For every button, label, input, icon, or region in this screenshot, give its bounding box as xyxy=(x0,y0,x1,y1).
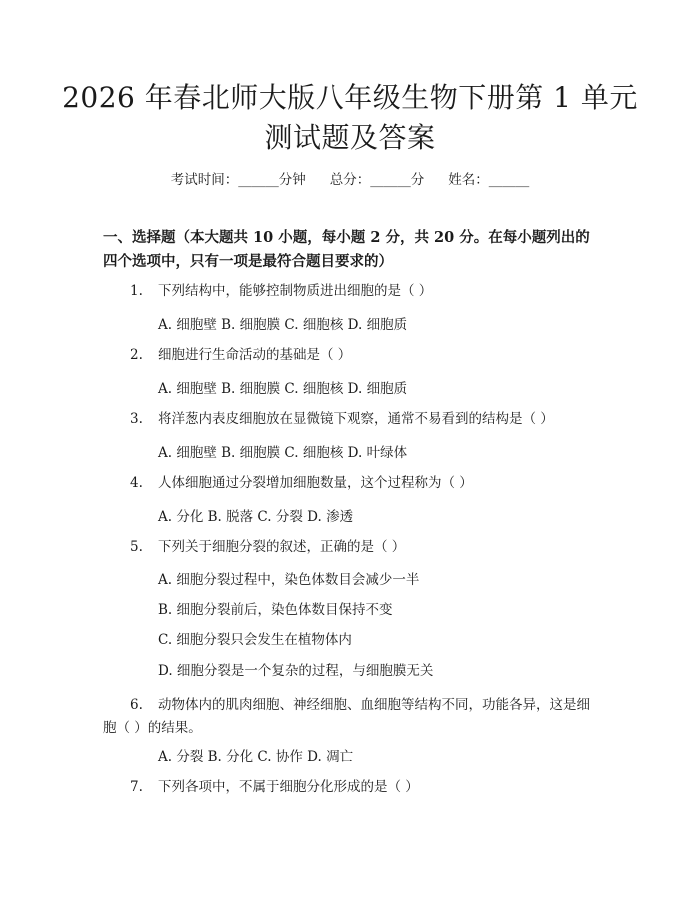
question-6-options: A. 分裂 B. 分化 C. 协作 D. 凋亡 xyxy=(158,749,354,765)
question-4 xyxy=(130,472,473,494)
section-heading: 一、选择题（本大题共 10 小题，每小题 2 分，共 20 分。在每小题列出的四个选项中，只有一项是最符合题目要求的） xyxy=(103,229,590,270)
question-5-option-b: B. 细胞分裂前后，染色体数目保持不变 xyxy=(158,602,393,618)
question-number: 2. xyxy=(130,347,143,363)
question-5-option-d: D. 细胞分裂是一个复杂的过程，与细胞膜无关 xyxy=(158,663,434,679)
question-text: 将洋葱内表皮细胞放在显微镜下观察，通常不易看到的结构是（ ） xyxy=(158,411,554,427)
question-1-options: A. 细胞壁 B. 细胞膜 C. 细胞核 D. 细胞质 xyxy=(158,317,408,333)
question-1 xyxy=(130,280,432,302)
question-6 xyxy=(130,694,590,716)
question-5-option-a: A. 细胞分裂过程中，染色体数目会减少一半 xyxy=(158,572,420,588)
student-name: 姓名：______ xyxy=(448,172,530,188)
document-title-line2: 测试题及答案 xyxy=(264,121,436,154)
question-number: 1. xyxy=(130,283,143,299)
question-number: 3. xyxy=(130,411,143,427)
question-4-options: A. 分化 B. 脱落 C. 分裂 D. 渗透 xyxy=(158,509,354,525)
question-6-continued: 胞（ ）的结果。 xyxy=(103,720,202,736)
document-title-line1: 2026 年春北师大版八年级生物下册第 1 单元 xyxy=(62,81,638,114)
question-text-line1: 动物体内的肌肉细胞、神经细胞、血细胞等结构不同，功能各异，这是细 xyxy=(158,697,590,713)
question-5-option-c: C. 细胞分裂只会发生在植物体内 xyxy=(158,632,352,648)
question-number: 6. xyxy=(130,697,143,713)
exam-time: 考试时间：______分钟 xyxy=(170,172,306,188)
question-3 xyxy=(130,408,554,430)
question-text: 人体细胞通过分裂增加细胞数量，这个过程称为（ ） xyxy=(158,475,473,491)
question-text: 下列各项中，不属于细胞分化形成的是（ ） xyxy=(158,779,419,795)
question-3-options: A. 细胞壁 B. 细胞膜 C. 细胞核 D. 叶绿体 xyxy=(158,445,408,461)
question-2 xyxy=(130,344,351,366)
question-number: 5. xyxy=(130,539,143,555)
question-number: 4. xyxy=(130,475,143,491)
question-5 xyxy=(130,536,405,558)
question-7 xyxy=(130,776,419,798)
exam-score: 总分：______分 xyxy=(329,172,425,188)
question-text: 细胞进行生命活动的基础是（ ） xyxy=(158,347,352,363)
question-text: 下列结构中，能够控制物质进出细胞的是（ ） xyxy=(158,283,433,299)
question-number: 7. xyxy=(130,779,143,795)
question-2-options: A. 细胞壁 B. 细胞膜 C. 细胞核 D. 细胞质 xyxy=(158,381,408,397)
exam-info xyxy=(0,168,700,188)
question-text: 下列关于细胞分裂的叙述，正确的是（ ） xyxy=(158,539,406,555)
